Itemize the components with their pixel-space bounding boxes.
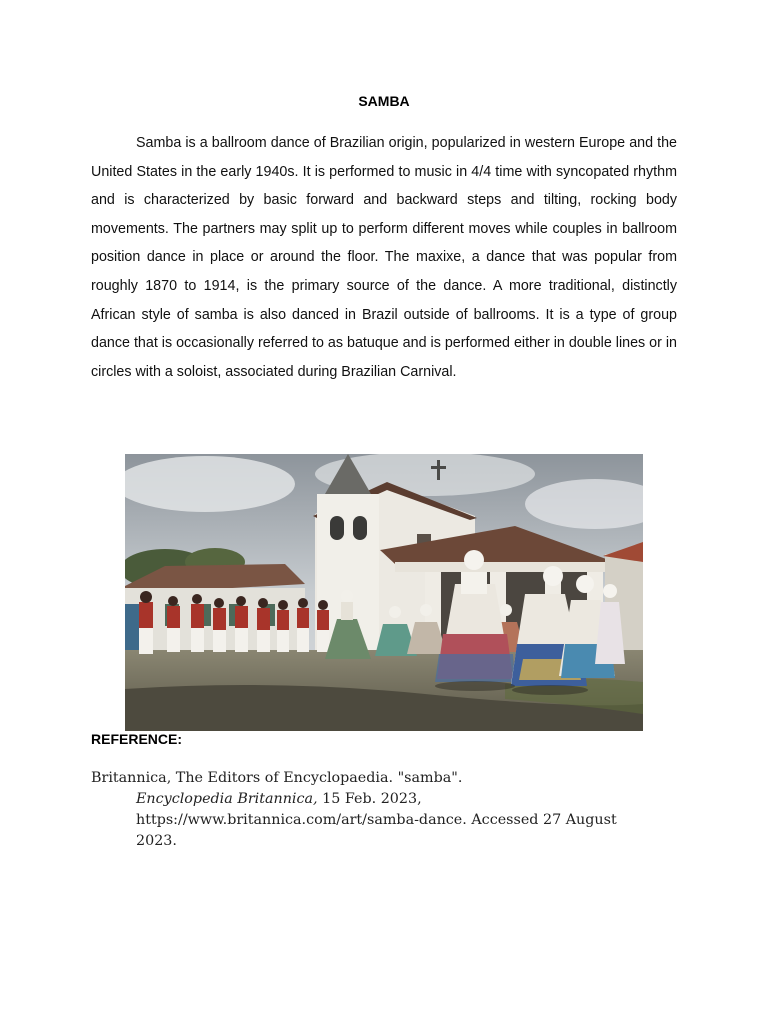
citation-details: 15 Feb. 2023, https://www.britannica.com/art/samba-dance. Accessed 27 August 2023.: [136, 791, 617, 849]
document-title: SAMBA: [358, 93, 410, 109]
reference-heading: REFERENCE:: [91, 731, 183, 747]
samba-photo: [125, 454, 643, 731]
citation: [91, 768, 651, 852]
body-paragraph: Samba is a ballroom dance of Brazilian origin, popularized in western Europe and the United States in the early 1940s. It is performed to music in 4/4 time with syncopated rhythm and is characterized by basic forward and backward steps and tilting, rocking body movements. The partners may split up to perform different moves while couples in ballroom position dance in place or around the floor. The maxixe, a dance that was popular from roughly 1870 to 1914, is the primary source of the dance. A more traditional, distinctly African style of samba is also danced in Brazil outside of ballrooms. It is a type of group dance that is occasionally referred to as batuque and is performed either in double lines or in circles with a soloist, associated during Brazilian Carnival.: [91, 135, 677, 380]
citation-continuation: [91, 789, 651, 852]
citation-first-line: Britannica, The Editors of Encyclopaedia. "samba".: [91, 770, 463, 786]
citation-source-title: Encyclopedia Britannica,: [136, 791, 318, 807]
